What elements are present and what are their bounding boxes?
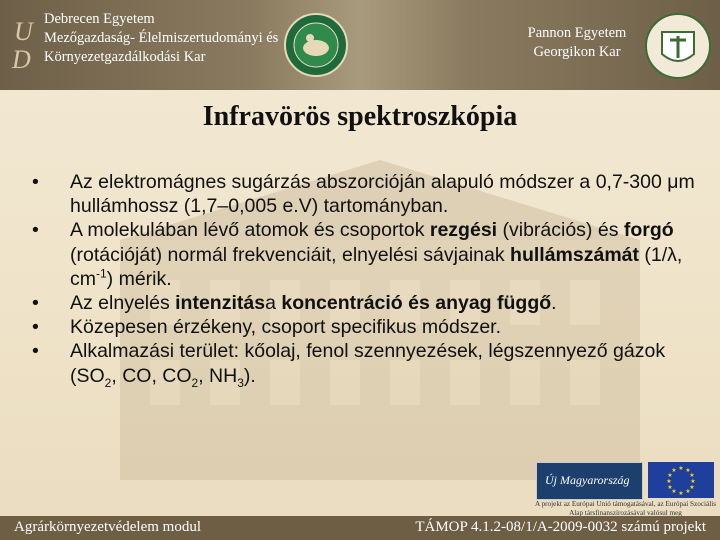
svg-text:★: ★ bbox=[690, 478, 696, 485]
faculty-name-right bbox=[512, 24, 642, 62]
bullet-item bbox=[32, 170, 702, 218]
eu-funding-note: A projekt az Európai Unió támogatásával, az Európai Szociális Alap társfinanszírozásával valósul meg bbox=[534, 500, 717, 517]
svg-text:★: ★ bbox=[685, 467, 691, 474]
svg-text:D: D bbox=[12, 45, 31, 72]
svg-text:★: ★ bbox=[689, 484, 695, 491]
bullet-dot: • bbox=[32, 171, 39, 193]
bullet-item bbox=[32, 218, 702, 291]
bullet-dot: • bbox=[32, 316, 39, 339]
svg-text:★: ★ bbox=[671, 467, 677, 474]
svg-text:★: ★ bbox=[689, 472, 695, 479]
bold-term: forgó bbox=[623, 219, 674, 242]
bullet-item bbox=[32, 291, 702, 315]
bullet-dot: • bbox=[32, 340, 39, 363]
bullet-dot: • bbox=[32, 219, 39, 242]
slide-footer bbox=[0, 516, 720, 540]
bullet-text: (vibrációs) és bbox=[497, 219, 624, 242]
faculty-name-left bbox=[44, 10, 278, 67]
bullet-text: Az elnyelés bbox=[70, 292, 176, 315]
bullet-text: Közepesen érzékeny, csoport specifikus módszer. bbox=[70, 316, 502, 339]
slide-title: Infravörös spektroszkópia bbox=[202, 101, 518, 132]
subscript: 3 bbox=[237, 375, 244, 390]
bold-term: koncentráció és anyag függő bbox=[281, 292, 552, 315]
svg-text:U: U bbox=[14, 17, 33, 46]
eu-flag-icon bbox=[648, 462, 714, 498]
bold-term: intenzitás bbox=[175, 292, 266, 315]
svg-text:★: ★ bbox=[678, 490, 684, 497]
bullet-item bbox=[32, 315, 702, 339]
faculty-name-line-2: Környezetgazdálkodási Kar bbox=[44, 49, 206, 65]
subscript: 2 bbox=[104, 375, 112, 390]
bullet-text: (rotációját) normál frekvenciáit, elnyelési sávjainak bbox=[70, 243, 511, 266]
bold-term: hullámszámát bbox=[510, 243, 639, 266]
bullet-text: . bbox=[551, 292, 557, 315]
uj-magyarorszag-logo-text: Új Magyarország bbox=[545, 473, 630, 487]
bullet-text: ). bbox=[243, 364, 256, 387]
svg-text:★: ★ bbox=[678, 465, 684, 472]
svg-text:★: ★ bbox=[671, 488, 677, 495]
bullet-text: (1/λ, cm bbox=[70, 243, 683, 290]
bold-term: rezgési bbox=[429, 219, 498, 242]
svg-text:★: ★ bbox=[685, 488, 691, 495]
slide-header bbox=[0, 0, 720, 90]
bullet-text: , NH bbox=[198, 364, 238, 387]
bullet-text: Az elektromágnes sugárzás abszorcióján alapuló módszer a 0,7-300 μm hullámhossz (1,7–0,005 e.V) tartományban. bbox=[70, 171, 695, 218]
subscript: 2 bbox=[191, 375, 199, 390]
georgikon-faculty-line: Georgikon Kar bbox=[533, 44, 621, 60]
footer-project-id: TÁMOP 4.1.2-08/1/A-2009-0032 számú projekt bbox=[415, 519, 706, 535]
university-name-line: Debrecen Egyetem bbox=[44, 11, 155, 27]
footer-module-name: Agrárkörnyezetvédelem modul bbox=[14, 519, 202, 535]
bullet-text: , CO, CO bbox=[111, 364, 192, 387]
bullet-text: Alkalmazási terület: kőolaj, fenol szennyezések, légszennyező gázok (SO bbox=[70, 340, 666, 387]
bullet-text: a bbox=[265, 292, 282, 315]
svg-text:★: ★ bbox=[666, 478, 672, 485]
faculty-seal-icon bbox=[283, 12, 349, 78]
bullet-list bbox=[32, 170, 702, 388]
pannon-university-line: Pannon Egyetem bbox=[527, 25, 627, 41]
superscript: -1 bbox=[96, 266, 107, 281]
bullet-dot: • bbox=[32, 292, 39, 315]
bullet-item bbox=[32, 339, 702, 390]
bullet-text: A molekulában lévő atomok és csoportok bbox=[70, 219, 430, 242]
svg-text:★: ★ bbox=[667, 484, 673, 491]
faculty-name-line-1: Mezőgazdaság- Élelmiszertudományi és bbox=[44, 30, 279, 46]
debrecen-university-logo-icon bbox=[8, 12, 42, 72]
georgikon-crest-icon bbox=[644, 10, 712, 82]
svg-text:★: ★ bbox=[667, 472, 673, 479]
bullet-text: ) mérik. bbox=[106, 267, 172, 290]
uj-magyarorszag-logo bbox=[536, 462, 643, 500]
